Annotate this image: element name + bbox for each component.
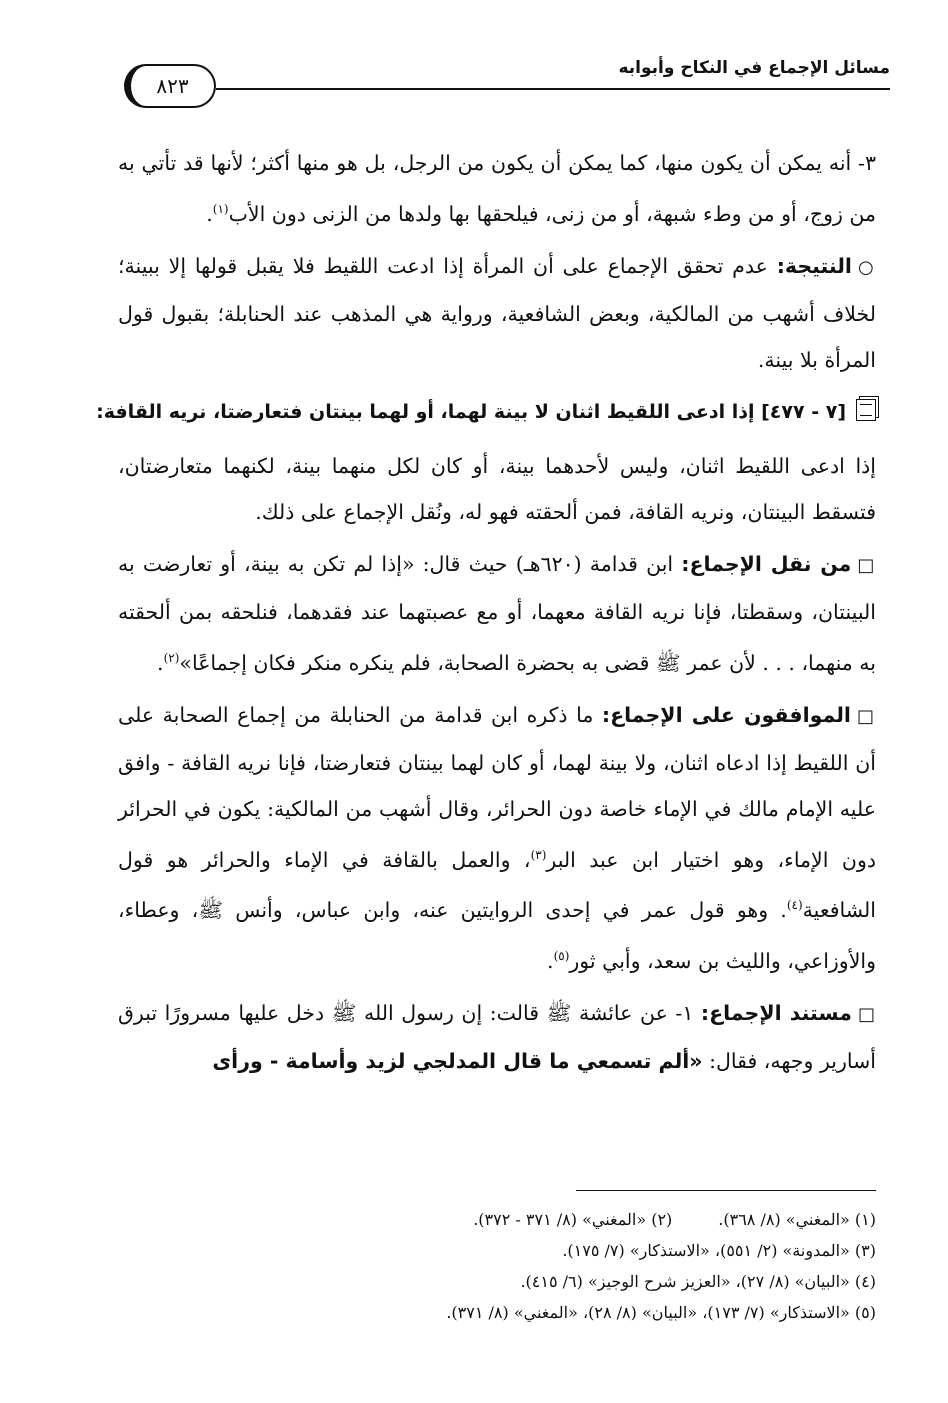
footnote-2: (٢) «المغني» (٨/ ٣٧١ - ٣٧٢). xyxy=(473,1210,673,1229)
paragraph-transmitter: □من نقل الإجماع: ابن قدامة (٦٢٠هـ) حيث قال: «إذا لم تكن به بينة، أو تعارضت به البينتان، وسقطتا، فإنا نريه القافة معهما، أو مع عصبتهما عند فقدهما، فنلحقه بمن ألحقته به منهما، . . . لأن عمر ﷺ قضى به بحضرة الصحابة، فلم ينكره منكر فكان إجماعًا»$^{(٢)}$. xyxy=(118,551,877,675)
paragraph-agreeing: □الموافقون على الإجماع: ما ذكره ابن قدامة من الحنابلة من إجماع الصحابة على أن اللقيط إذا ادعاه اثنان، ولا بينة لهما، أو كان لهما بينتان فتعارضتا، فإنا نريه القافة - وافق عليه الإمام مالك في الإماء خاصة دون الحرائر، وقال أشهب من المالكية: يكون في الحرائر دون الإماء، وهو اختيار ابن عبد البر$^{(٣)}$، والعمل بالقافة في الإماء والحرائر هو قول الشافعية$^{(٤)}$. وهو قول عمر في إحدى الروايتين عنه، وابن عباس، وأنس ﷺ، وعطاء، والأوزاعي، والليث بن سعد، وأبي ثور$^{(٥)}$. xyxy=(118,702,876,974)
square-bullet-icon: □ xyxy=(856,705,876,727)
result-label: النتيجة: xyxy=(776,253,852,278)
page-header xyxy=(120,54,890,114)
main-text xyxy=(96,140,877,1090)
footnote-ref-1[interactable]: (١) xyxy=(212,202,229,216)
footnote-5: (٥) «الاستذكار» (٧/ ١٧٣)، «البيان» (٨/ ٢٨)، «المغني» (٨/ ٣٧١). xyxy=(446,1303,876,1322)
paragraph-evidence: □مستند الإجماع: ١- عن عائشة ﷺ قالت: إن رسول الله ﷺ دخل عليها مسرورًا تبرق أسارير وجهه، فقال: «ألم تسمعي ما قال المدلجي لزيد وأسامة - ورأى xyxy=(118,1001,876,1074)
evidence-label: مستند الإجماع: xyxy=(700,1001,852,1026)
footnote-separator xyxy=(576,1190,876,1191)
footnote-1: (١) «المغني» (٨/ ٣٦٨). xyxy=(718,1210,876,1229)
running-title: مسائل الإجماع في النكاح وأبوابه xyxy=(618,58,890,78)
footnotes xyxy=(118,1204,876,1328)
document-icon xyxy=(856,399,876,421)
issue-heading xyxy=(96,389,876,435)
footnote-ref-3[interactable]: (٣) xyxy=(530,847,547,862)
paragraph-result: ○النتيجة: عدم تحقق الإجماع على أن المرأة إذا ادعت اللقيط فلا يقبل قولها إلا ببينة؛ لخلاف أشهب من المالكية، وبعض الشافعية، ورواية هي المذهب عند الحنابلة؛ بقبول قول المرأة بلا بينة. xyxy=(118,253,876,372)
hadith-quote: «ألم تسمعي ما قال المدلجي لزيد وأسامة - ورأى xyxy=(212,1049,703,1074)
page-number-badge: ٨٢٣ xyxy=(124,64,216,108)
square-bullet-icon: □ xyxy=(857,554,877,576)
paragraph-issue-statement: إذا ادعى اللقيط اثنان، وليس لأحدهما بينة، أو كان لكل منهما بينة، لكنهما متعارضتان، فتسقط البينتان، ونريه القافة، فمن ألحقته فهو له، ونُقل الإجماع على ذلك. xyxy=(118,453,876,524)
footnote-ref-5[interactable]: (٥) xyxy=(553,949,570,964)
square-bullet-icon: □ xyxy=(857,1004,876,1026)
footnote-row xyxy=(118,1204,876,1235)
transmitter-label: من نقل الإجماع: xyxy=(681,551,852,576)
agreeing-label: الموافقون على الإجماع: xyxy=(601,702,851,727)
paragraph-point-3: ٣- أنه يمكن أن يكون منها، كما يمكن أن يكون من الرجل، بل هو منها أكثر؛ لأنها قد تأتي به من زوج، أو من وطء شبهة، أو من زنى، فيلحقها بها ولدها من الزنى دون الأب$^{(١)}$. xyxy=(118,151,876,226)
footnote-ref-4[interactable]: (٤) xyxy=(786,898,803,913)
footnote-ref-2[interactable]: (٢) xyxy=(163,650,180,665)
footnote-4: (٤) «البيان» (٨/ ٢٧)، «العزيز شرح الوجيز» (٦/ ٤١٥). xyxy=(520,1272,876,1291)
circle-bullet-icon: ○ xyxy=(857,256,876,278)
header-rule xyxy=(216,88,890,90)
issue-heading-text: [٧ - ٤٧٧] إذا ادعى اللقيط اثنان لا بينة لهما، أو لهما بينتان فتعارضتا، نريه القافة: xyxy=(96,400,846,423)
footnote-3: (٣) «المدونة» (٢/ ٥٥١)، «الاستذكار» (٧/ ١٧٥). xyxy=(562,1241,876,1260)
